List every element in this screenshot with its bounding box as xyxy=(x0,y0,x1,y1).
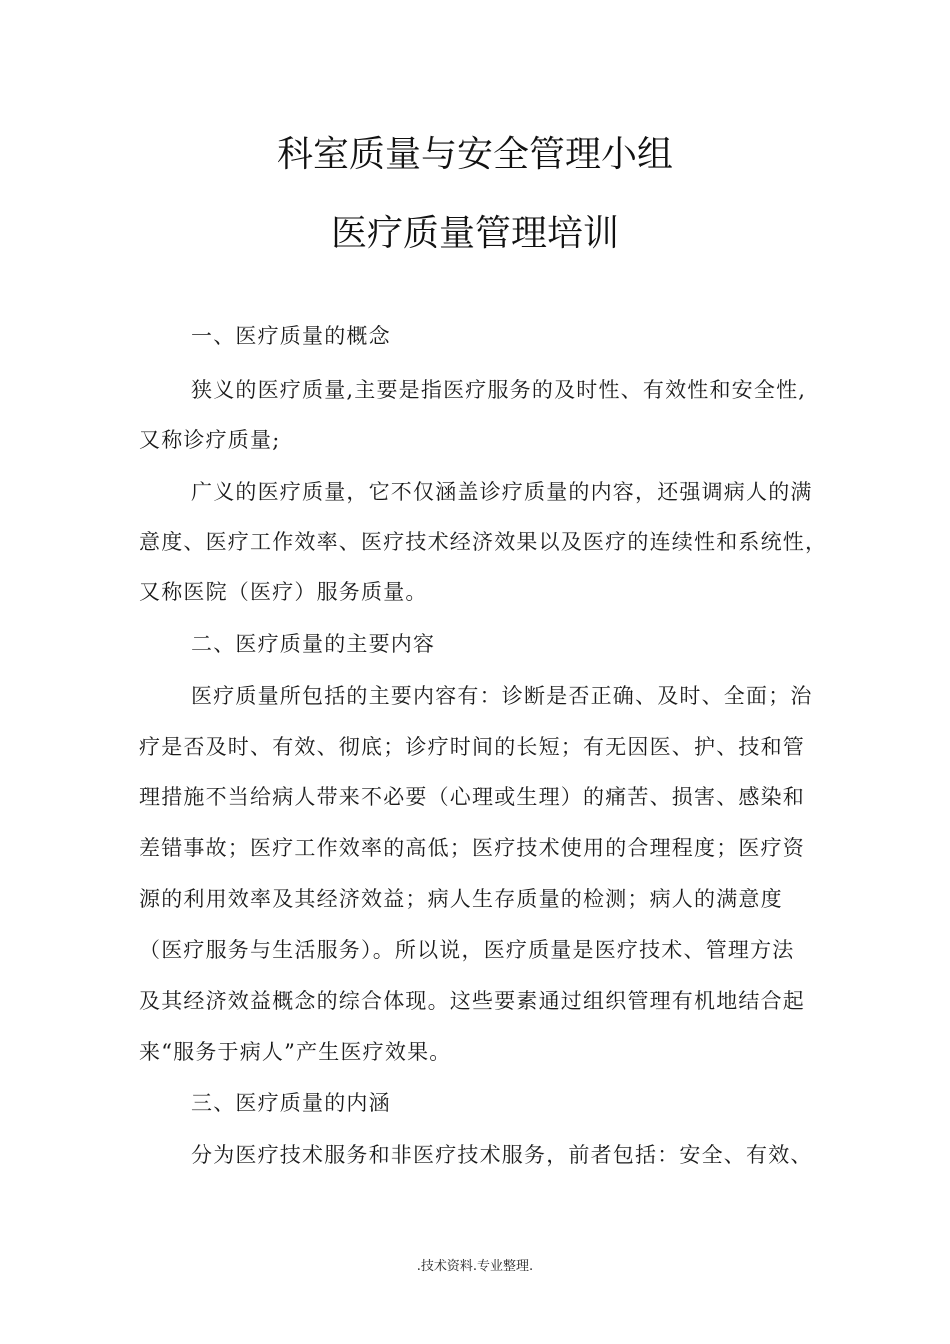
paragraph-line: 狭义的医疗质量,主要是指医疗服务的及时性、有效性和安全性, xyxy=(191,378,807,402)
paragraph-line: 医疗质量所包括的主要内容有：诊断是否正确、及时、全面；治 xyxy=(191,684,813,708)
paragraph-line: 来“服务于病人”产生医疗效果。 xyxy=(139,1040,452,1064)
page-footer: .技术资料.专业整理. xyxy=(416,1259,534,1274)
paragraph-line: 又称医院（医疗）服务质量。 xyxy=(139,580,428,604)
paragraph-line: 差错事故；医疗工作效率的高低；医疗技术使用的合理程度；医疗资 xyxy=(139,836,805,860)
paragraph-line: （医疗服务与生活服务）。所以说，医疗质量是医疗技术、管理方法 xyxy=(139,938,795,962)
section-heading-2: 二、医疗质量的主要内容 xyxy=(191,632,436,656)
document-title-line-2: 医疗质量管理培训 xyxy=(330,213,619,254)
paragraph-line: 理措施不当给病人带来不必要（心理或生理）的痛苦、损害、感染和 xyxy=(139,785,805,809)
section-heading-1: 一、医疗质量的概念 xyxy=(191,324,391,348)
paragraph-line: 及其经济效益概念的综合体现。这些要素通过组织管理有机地结合起 xyxy=(139,989,805,1013)
paragraph-line: 意度、医疗工作效率、医疗技术经济效果以及医疗的连续性和系统性， xyxy=(139,530,828,554)
section-heading-3: 三、医疗质量的内涵 xyxy=(191,1091,391,1115)
paragraph-line: 广义的医疗质量，它不仅涵盖诊疗质量的内容，还强调病人的满 xyxy=(191,480,813,504)
document-title-line-1: 科室质量与安全管理小组 xyxy=(276,134,673,175)
paragraph-line: 又称诊疗质量; xyxy=(139,428,281,452)
paragraph-line: 分为医疗技术服务和非医疗技术服务，前者包括：安全、有效、 xyxy=(191,1143,813,1167)
paragraph-line: 源的利用效率及其经济效益；病人生存质量的检测；病人的满意度 xyxy=(139,887,783,911)
paragraph-line: 疗是否及时、有效、彻底；诊疗时间的长短；有无因医、护、技和管 xyxy=(139,735,805,759)
